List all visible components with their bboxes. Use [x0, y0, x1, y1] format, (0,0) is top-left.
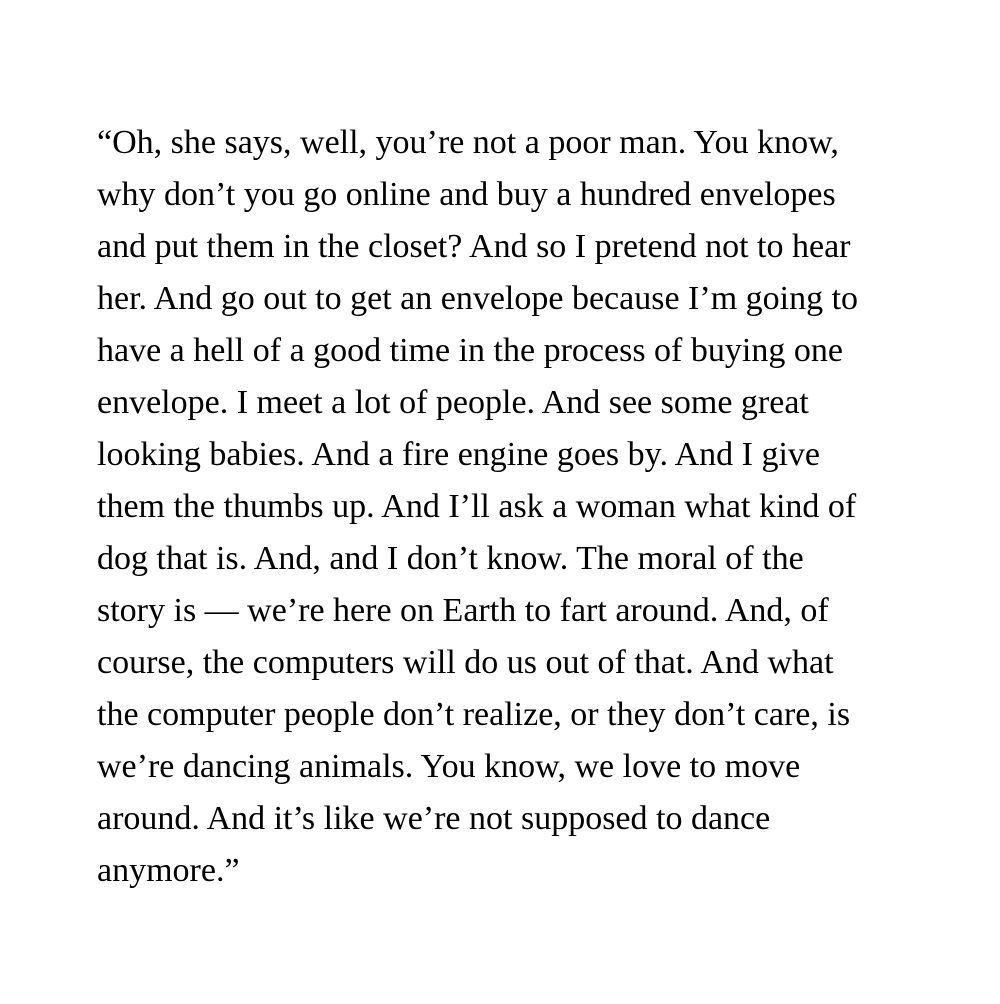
quote-line-6: envelope. I meet a lot of people. And see some great — [97, 384, 809, 421]
quote-line-3: and put them in the closet? And so I pretend not to hear — [97, 228, 851, 265]
quote-line-9: dog that is. And, and I don’t know. The moral of the — [97, 540, 804, 577]
quote-line-7: looking babies. And a fire engine goes by. And I give — [97, 436, 820, 473]
quote-line-10: story is — we’re here on Earth to fart around. And, of — [97, 592, 829, 629]
quote-line-4: her. And go out to get an envelope because I’m going to — [97, 280, 859, 317]
quote-line-1: “Oh, she says, well, you’re not a poor man. You know, — [97, 124, 839, 161]
quote-line-15: anymore.” — [97, 852, 240, 889]
quote-line-8: them the thumbs up. And I’ll ask a woman what kind of — [97, 488, 857, 525]
quote-line-5: have a hell of a good time in the process of buying one — [97, 332, 843, 369]
quote-line-12: the computer people don’t realize, or they don’t care, is — [97, 696, 851, 733]
quote-line-2: why don’t you go online and buy a hundred envelopes — [97, 176, 836, 213]
quote-block — [97, 117, 905, 897]
quote-line-14: around. And it’s like we’re not supposed to dance — [97, 800, 771, 837]
quote-line-13: we’re dancing animals. You know, we love to move — [97, 748, 801, 785]
quote-line-11: course, the computers will do us out of that. And what — [97, 644, 834, 681]
